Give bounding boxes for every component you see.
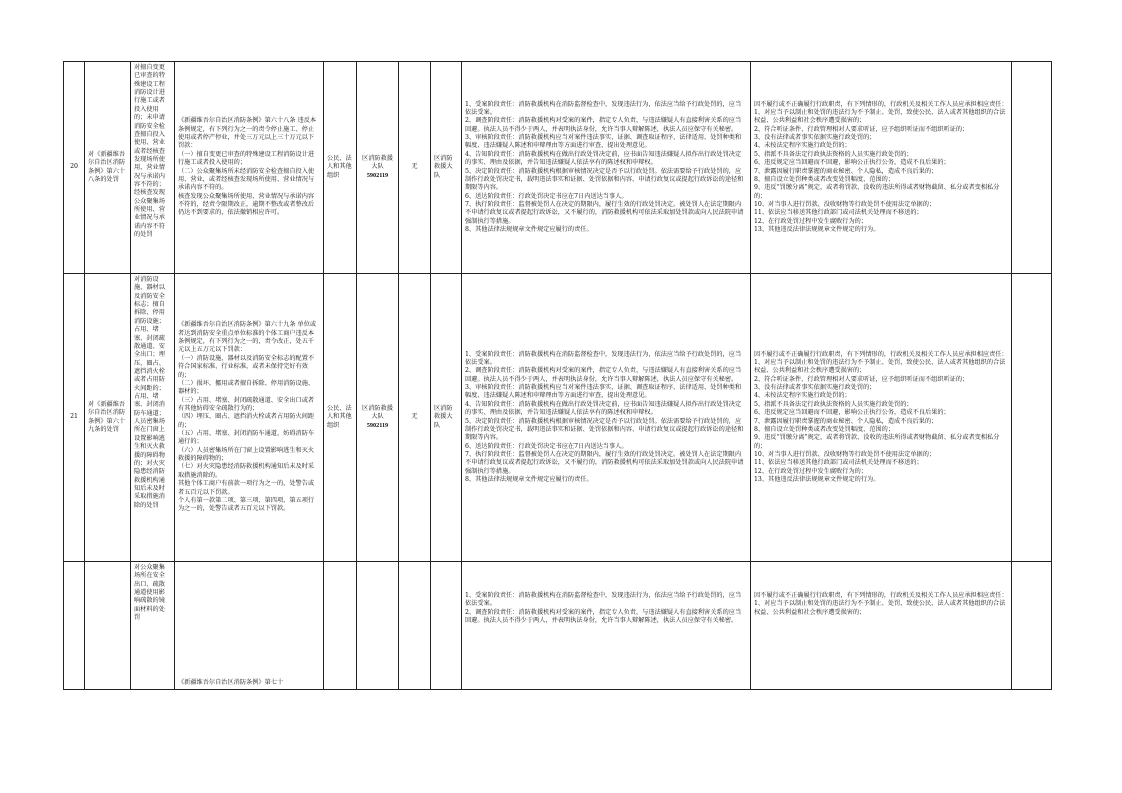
basis-line: （一）消防设施、器材以及消防安全标志的配置不符合国家标准、行业标准，或者未保持完好有效的； [178,354,315,379]
responsibility-line: 2、调查阶段责任：消防救援机构对受案的案件，指定专人负责，与违法嫌疑人有直接利害关系的应当回避。执法人员不得少于两人，并表明执法身份，允许当事人辩解陈述，执法人员应保守有关秘密。 [465,608,742,625]
table-row [64,62,1052,274]
row-number: 20 [64,62,85,274]
liability-line: 13、其他违反法律法规规章文件规定的行为。 [754,226,880,234]
item-name: 对《新疆维吾尔自治区消防条例》第六十九条的处罚 [85,274,131,562]
liability-line: 5、指派不具备法定行政执法资格的人员实施行政处罚的； [754,400,913,408]
applicable-subject: 公民、法人和其他组织 [324,62,357,274]
liability-items [751,274,1012,562]
basis-line: （五）占用、堵塞、封闭消防车通道，妨碍消防车通行的； [178,430,315,446]
applicable-subject: 公民、法人和其他组织 [324,274,357,562]
liability-line: 12、在行政处罚过程中发生腐败行为的； [754,467,868,475]
responsibility-line: 6、送达阶段责任：行政处罚决定书应在7日内送达当事人。 [465,442,628,450]
item-condition: 对消防设施、器材以及消防安全标志；擅自拆除、停用消防设施；占用、堵塞、封闭疏散通道、安全出口；埋压、圈占、遮挡消火栓或者占用防火间距的；占用、堵塞、封闭消防车通道；人员密集场所在门窗上设置影响逃生和灭火救援的障碍物的；对火灾隐患经消防救援机构通知后未及时采取措施消除的处罚 [131,274,175,562]
none-cell: 无 [399,62,431,274]
basis-line: （三）占用、堵塞、封闭疏散通道、安全出口或者有其他妨碍安全疏散行为的； [178,396,315,412]
responsibility-line: 6、送达阶段责任：行政处罚决定书应在7日内送达当事人。 [465,192,628,200]
legal-basis [175,274,324,562]
responsibility-items [462,62,751,274]
responsible-unit: 区消防救援大队 [431,274,462,562]
responsibility-items [462,562,751,690]
responsibility-line: 7、执行阶段责任：监督被处罚人在决定的期限内，履行生效的行政处罚决定。被处罚人在法定期限内不申请行政复议或者提起行政诉讼，又不履行的，消防救援机构可依法采取加处罚款或向人民法院申请强制执行等措施。 [465,450,744,475]
basis-line: 《新疆维吾尔自治区消防条例》第六十八条 违反本条例规定，有下列行为之一的责令停止施工、停止使用或者停产停业，并处三万元以上三十万元以下罚款： [178,117,317,150]
responsible-unit: 区消防救援大队 [431,62,462,274]
department-code: 5902119 [366,421,389,429]
responsibility-line: 4、告知阶段责任：消防救援机构在做出行政处罚决定前，应书面告知违法嫌疑人拟作出行政处罚决定的事实、理由及依据，并告知违法嫌疑人依法享有的陈述权和申辩权。 [465,150,742,167]
department [357,62,399,274]
liability-line: 3、没有法律或者事实依据实施行政处罚的； [754,384,876,392]
basis-line: （二）公众聚集场所未经消防安全检查擅自投入使用、营业，或者经核查发现场所使用、营业情况与承诺内容不符的。 [178,167,315,192]
liability-line: 13、其他违反法律法规规章文件规定的行为。 [754,476,880,484]
remarks-cell [1012,62,1052,274]
basis-line: 《新疆维吾尔自治区消防条例》第七十 [178,678,284,686]
liability-line: 1、对应当予以制止和处罚的违法行为不予制止、处罚，致使公民、法人或者其他组织的合法权益、公共利益和社会秩序遭受损害的； [754,358,1006,375]
row-number [64,562,85,690]
liability-line: 10、对当事人进行罚款、没收财物等行政处罚不使用法定单据的； [754,200,936,208]
item-name [85,562,131,690]
liability-line: 8、擅自设立处罚种类或者改变处罚幅度、范围的； [754,425,895,433]
responsible-unit [431,562,462,690]
legal-basis [175,562,324,690]
liability-line: 12、在行政处罚过程中发生腐败行为的； [754,217,868,225]
basis-line: （四）埋压、圈占、遮挡消火栓或者占用防火间距的； [178,413,315,429]
responsibility-line: 1、受案阶段责任：消防救援机构在消防监督检查中，发现违法行为，依法应当给予行政处罚的，应当依法受案。 [465,592,742,608]
liability-line: 4、未按法定程序实施行政处罚的； [754,142,851,150]
liability-items [751,562,1012,690]
responsibility-line: 8、其他法律法规规章文件规定应履行的责任。 [465,226,593,234]
liability-line: 8、擅自设立处罚种类或者改变处罚幅度、范围的； [754,175,895,183]
item-condition: 对擅自变更已审查的特殊建设工程消防设计进行施工或者投入使用的；未申请消防安全检查擅自投入使用、营业或者经核查发现场所使用、营业情况与承诺内容不符的；经核查发现公众聚集场所使用、营业情况与承诺内容不符的处罚 [131,62,175,274]
remarks-cell [1012,274,1052,562]
department-name: 区消防救援大队 [362,404,393,421]
liability-line: 1、对应当予以制止和处罚的违法行为不予制止、处罚，致使公民、法人或者其他组织的合法权益、公共利益和社会秩序遭受损害的； [754,108,1006,125]
basis-line: （六）人员密集场所在门窗上设置影响逃生和灭火救援的障碍物的； [178,446,315,463]
basis-line: 《新疆维吾尔自治区消防条例》第六十九条 单位或者达到消防安全重点单位标准的个体工商户违反本条例规定，有下列行为之一的，责令改正，处五千元以上五万元以下罚款： [178,321,317,354]
department [357,562,399,690]
responsibility-line: 2、调查阶段责任：消防救援机构对受案的案件，指定专人负责，与违法嫌疑人有直接利害关系的应当回避。执法人员不得少于两人，并表明执法身份，允许当事人辩解陈述，执法人员应保守有关秘密。 [465,367,742,383]
liability-line: 9、违反“罚缴分离”规定，或者将罚款、没收的违法所得或者财物截留、私分或者变相私分的； [754,184,1000,200]
basis-line: （二）损坏、挪用或者擅自拆除、停用消防设施、器材的； [178,379,315,396]
liability-line: 11、依法应当移送其他行政部门或司法机关处理而不移送的； [754,459,923,467]
responsibility-line: 7、执行阶段责任：监督被处罚人在决定的期限内，履行生效的行政处罚决定。被处罚人在法定期限内不申请行政复议或者提起行政诉讼，又不履行的，消防救援机构可依法采取加处罚款或向人民法院申请强制执行等措施。 [465,200,744,225]
department-name: 区消防救援大队 [362,154,393,171]
responsibility-line: 3、审核阶段责任：消防救援机构应当对案件违法事实、证据、调查取证程序、法律适用、处罚种类和幅度、违法嫌疑人陈述和申辩理由等方面进行审查，提出处理意见。 [465,134,742,150]
responsibility-line: 4、告知阶段责任：消防救援机构在做出行政处罚决定前，应书面告知违法嫌疑人拟作出行政处罚决定的事实、理由及依据，并告知违法嫌疑人依法享有的陈述权和申辩权。 [465,400,742,417]
liability-line: 10、对当事人进行罚款、没收财物等行政处罚不使用法定单据的； [754,450,936,458]
none-cell [399,562,431,690]
liability-line: 7、泄露因履行职责掌握的商业秘密、个人隐私，造成不良后果的； [754,167,938,175]
responsibility-items [462,274,751,562]
liability-line: 3、没有法律或者事实依据实施行政处罚的； [754,134,876,142]
basis-line: （七）对火灾隐患经消防救援机构通知后未及时采取措施消除的。 [178,463,315,479]
item-name: 对《新疆维吾尔自治区消防条例》第六十八条的处罚 [85,62,131,274]
liability-line: 2、符合听证条件、行政管理相对人要求听证，应予组织听证而不组织听证的； [754,125,969,133]
responsibility-line: 8、其他法律法规规章文件规定应履行的责任。 [465,476,593,484]
department [357,274,399,562]
legal-basis [175,62,324,274]
basis-line: 其他个体工商户有前款一项行为之一的，处警告或者五百元以下罚款。 [178,480,315,496]
liability-line: 4、未按法定程序实施行政处罚的； [754,392,851,400]
liability-line: 因不履行或不正确履行行政职责，有下列情形的，行政机关及相关工作人员应承担相应责任： [754,350,1008,358]
responsibility-line: 1、受案阶段责任：消防救援机构在消防监督检查中，发现违法行为，依法应当给予行政处罚的，应当依法受案。 [465,100,742,116]
liability-line: 因不履行或不正确履行行政职责，有下列情形的，行政机关及相关工作人员应承担相应责任： [754,592,1008,599]
basis-line: （一）擅自变更已审查的特殊建设工程消防设计进行施工或者投入使用的； [178,150,315,167]
liability-items [751,62,1012,274]
liability-line: 因不履行或不正确履行行政职责，有下列情形的，行政机关及相关工作人员应承担相应责任： [754,100,1008,108]
item-condition: 对公众聚集场所在安全出口、疏散通道使用影响疏散的镜面材料的处罚 [131,562,175,690]
liability-line: 6、违反规定应当回避而不回避，影响公正执行公务，造成不良后果的； [754,409,950,417]
responsibility-table [63,61,1052,690]
responsibility-line: 1、受案阶段责任：消防救援机构在消防监督检查中，发现违法行为，依法应当给予行政处罚的，应当依法受案。 [465,350,742,366]
applicable-subject [324,562,357,690]
liability-line: 5、指派不具备法定行政执法资格的人员实施行政处罚的； [754,150,913,158]
responsibility-line: 2、调查阶段责任：消防救援机构对受案的案件，指定专人负责，与违法嫌疑人有直接利害关系的应当回避。执法人员不得少于两人，并表明执法身份，允许当事人辩解陈述，执法人员应保守有关秘密。 [465,117,742,133]
liability-line: 6、违反规定应当回避而不回避，影响公正执行公务，造成不良后果的； [754,159,950,167]
remarks-cell [1012,562,1052,690]
table-row [64,562,1052,690]
responsibility-line: 5、决定阶段责任：消防救援机构根据审核情况决定是否予以行政处罚。依法需要给予行政处罚的，应制作行政处罚决定书，载明违法事实和证据、处罚依据和内容、申请行政复议或提起行政诉讼的途径和期限等内容。 [465,167,744,192]
none-cell: 无 [399,274,431,562]
table-row [64,274,1052,562]
liability-line: 1、对应当予以制止和处罚的违法行为不予制止、处罚，致使公民、法人或者其他组织的合法权益、公共利益和社会秩序遭受损害的； [754,600,1006,616]
basis-line: 个人有第一款第二项、第三项、第四项、第五项行为之一的，处警告或者五百元以下罚款。 [178,496,315,513]
responsibility-line: 5、决定阶段责任：消防救援机构根据审核情况决定是否予以行政处罚。依法需要给予行政处罚的，应制作行政处罚决定书，载明违法事实和证据、处罚依据和内容、申请行政复议或提起行政诉讼的途径和期限等内容。 [465,417,744,442]
responsibility-line: 3、审核阶段责任：消防救援机构应当对案件违法事实、证据、调查取证程序、法律适用、处罚种类和幅度、违法嫌疑人陈述和申辩理由等方面进行审查，提出处理意见。 [465,384,742,400]
row-number: 21 [64,274,85,562]
department-code: 5902119 [366,171,389,179]
liability-line: 9、违反“罚缴分离”规定，或者将罚款、没收的违法所得或者财物截留、私分或者变相私分的； [754,434,1000,450]
liability-line: 7、泄露因履行职责掌握的商业秘密、个人隐私，造成不良后果的； [754,417,938,425]
basis-line: 核查发现公众聚集场所使用、营业情况与承诺内容不符的，经责令限期改正，逾期不整改或者整改后仍达不到要求的，依法撤销相应许可。 [178,192,315,217]
liability-line: 2、符合听证条件、行政管理相对人要求听证，应予组织听证而不组织听证的； [754,375,969,383]
liability-line: 11、依法应当移送其他行政部门或司法机关处理而不移送的； [754,209,923,217]
